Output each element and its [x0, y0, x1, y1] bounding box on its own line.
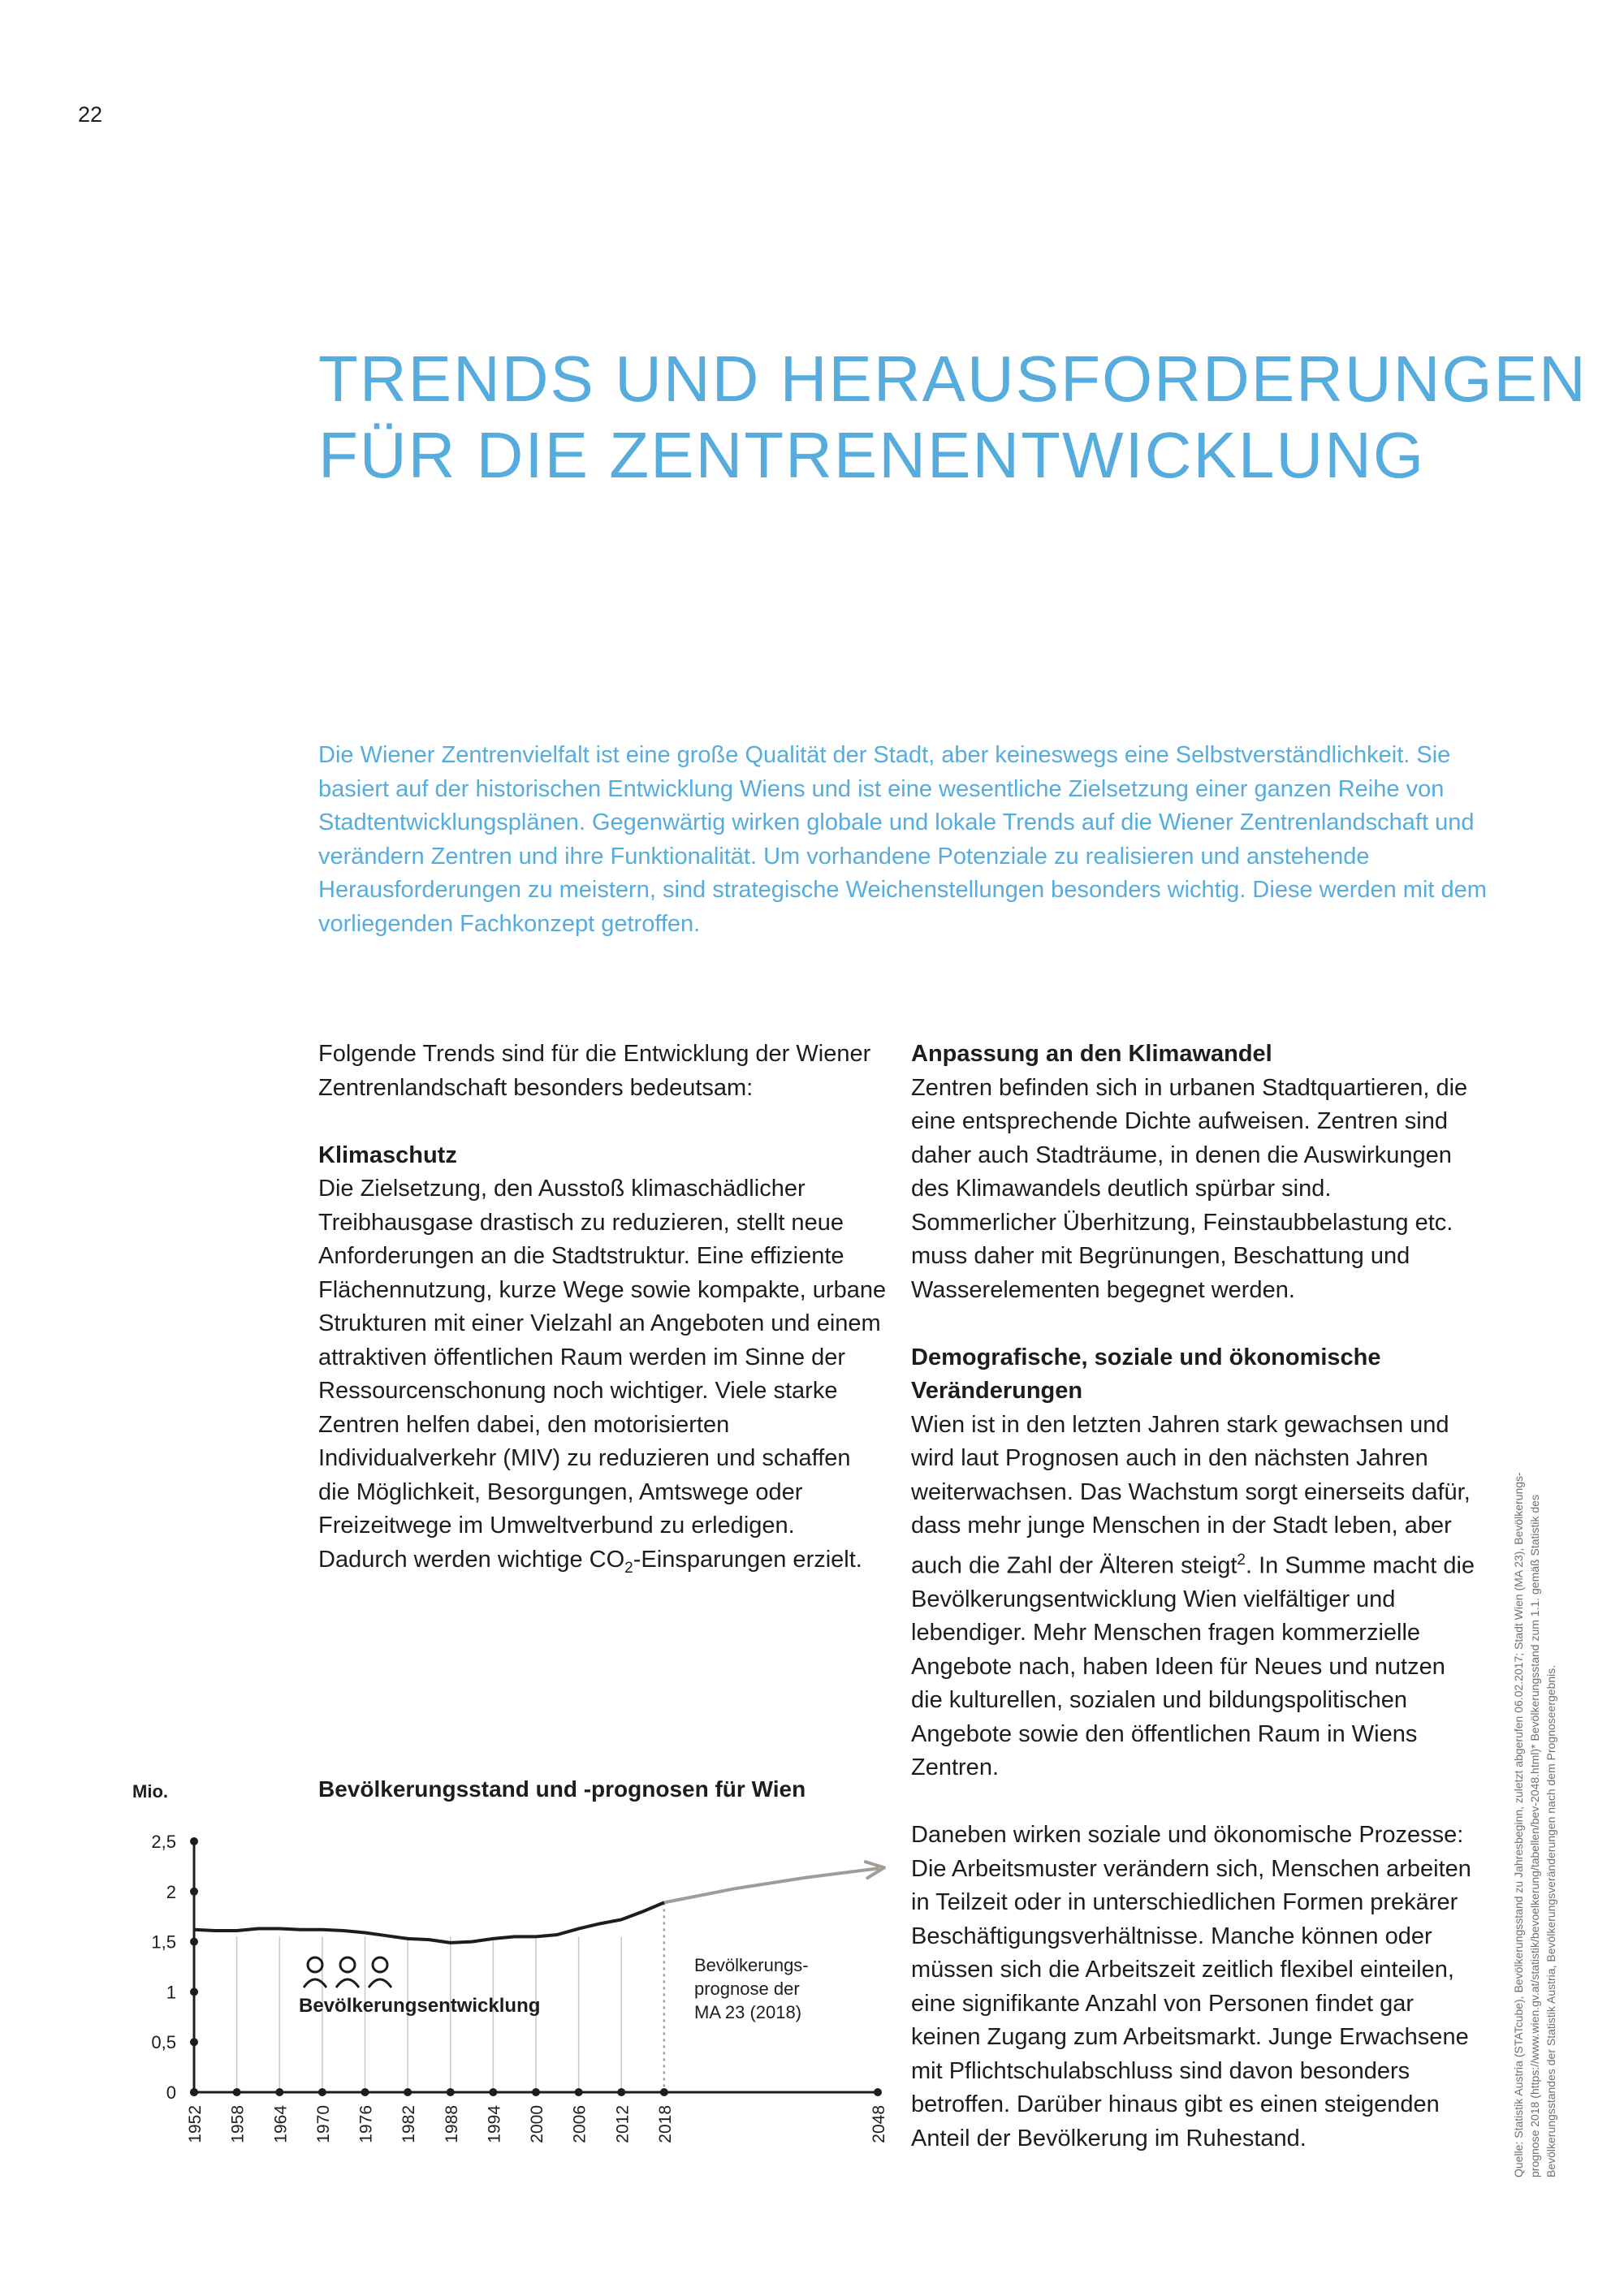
prozesse-text: Daneben wirken soziale und ökonomische Prozesse: Die Arbeitsmuster verändern sich, Menschen arbeiten in Teilzeit oder in unterschiedlichen Formen prekärer Beschäftigungsverhältnisse. Manche können oder müssen sich die Arbeitszeit zeitlich flexibel einteilen, eine signifikante Anzahl von Personen findet gar keinen Zugang zum Arbeitsmarkt. Junge Erwachsene mit Pflichtschulabschluss sind davon besonders betroffen. Darüber hinaus gibt es einen steigenden Anteil der Bevölkerung im Ruhestand.	[911, 1822, 1471, 2151]
forecast-label: MA 23 (2018)	[694, 2002, 802, 2022]
title-line-1: TRENDS UND HERAUSFORDERUNGEN	[318, 343, 1587, 415]
y-tick-label: 2,5	[151, 1832, 176, 1852]
person-head	[340, 1957, 355, 1972]
forecast-line	[664, 1868, 878, 1902]
x-tick-label: 2000	[528, 2105, 546, 2143]
y-tick-label: 1	[166, 1982, 176, 2003]
y-tick-label: 0	[166, 2082, 176, 2103]
source-note-line-1: Quelle: Statistik Austria (STATcube), Bevölkerungsstand zu Jahresbeginn, zuletzt abgerufen 06.02.2017; Stadt Wien (MA 23), Bevölkerungs-	[1512, 1472, 1525, 2177]
x-tick-label: 2006	[570, 2105, 590, 2143]
x-tick-label: 2018	[655, 2105, 675, 2143]
x-tick-dot	[361, 2088, 369, 2096]
x-tick-label: 1982	[400, 2105, 419, 2143]
x-tick-label: 1994	[485, 2105, 504, 2143]
x-tick-label: 1976	[356, 2105, 376, 2143]
x-tick-dot	[318, 2088, 326, 2096]
lead-paragraph: Folgende Trends sind für die Entwicklung der Wiener Zentrenlandschaft besonders bedeutsam:	[318, 1041, 871, 1101]
source-note-line-3: Bevölkerungsstandes der Statistik Austria, Bevölkerungsveränderungen nach dem Prognoseergebnis.	[1544, 1664, 1557, 2177]
y-tick-dot	[190, 2038, 198, 2046]
x-tick-label: 2048	[870, 2105, 888, 2143]
person-body	[336, 1979, 359, 1987]
x-tick-dot	[532, 2088, 540, 2096]
x-tick-label: 1958	[228, 2105, 248, 2143]
chart-title: Bevölkerungsstand und -prognosen für Wien	[318, 1776, 806, 1802]
x-tick-dot	[575, 2088, 583, 2096]
three-people-icon	[304, 1957, 391, 1987]
heading-demografie: Demografische, soziale und ökonomische Veränderungen	[911, 1344, 1381, 1404]
left-column	[318, 1038, 887, 1585]
x-tick-dot	[275, 2088, 283, 2096]
person-head	[373, 1957, 387, 1972]
x-tick-dot	[660, 2088, 668, 2096]
history-label: Bevölkerungsentwicklung	[299, 1995, 541, 2017]
y-tick-dot	[190, 1987, 198, 1996]
x-tick-dot	[190, 2088, 198, 2096]
x-tick-label: 1952	[186, 2105, 205, 2143]
population-chart	[114, 1819, 909, 2192]
klimaschutz-text-end: -Einsparungen erzielt.	[633, 1546, 862, 1573]
person-body	[304, 1979, 326, 1987]
forecast-label: Bevölkerungs-	[694, 1955, 809, 1975]
person-head	[308, 1957, 322, 1972]
right-column	[911, 1038, 1479, 2156]
x-tick-dot	[447, 2088, 455, 2096]
page-number: 22	[78, 102, 103, 127]
footnote-marker: 2	[1237, 1551, 1246, 1569]
klimaschutz-text	[318, 1172, 887, 1585]
y-tick-label: 0,5	[151, 2032, 176, 2053]
x-tick-dot	[617, 2088, 625, 2096]
x-tick-label: 2012	[613, 2105, 633, 2143]
intro-paragraph: Die Wiener Zentrenvielfalt ist eine große Qualität der Stadt, aber keineswegs eine Selbstverständlichkeit. Sie basiert auf der historischen Entwicklung Wiens und ist eine wesentliche Zielsetzung einer ganzen Reihe von Stadtentwicklungsplänen. Gegenwärtig wirken globale und lokale Trends auf die Wiener Zentrenlandschaft und verändern Zentren und ihre Funktionalität. Um vorhandene Potenziale zu realisieren und anstehende Herausforderungen zu meistern, sind strategische Weichenstellungen besonders wichtig. Diese werden mit dem vorliegenden Fachkonzept getroffen.	[318, 742, 1487, 937]
x-tick-dot	[489, 2088, 497, 2096]
demografie-text	[911, 1409, 1479, 1785]
y-tick-dot	[190, 1888, 198, 1896]
x-tick-dot	[404, 2088, 412, 2096]
co2-subscript: 2	[624, 1559, 633, 1577]
source-note-line-2: prognose 2018 (https://www.wien.gv.at/statistik/bevoelkerung/tabellen/bev-2048.html)* Bevölkerungsstand zum 1.1. gemäß Statistik des	[1528, 1495, 1541, 2177]
y-tick-dot	[190, 1938, 198, 1946]
person-body	[369, 1979, 391, 1987]
chart-y-unit: Mio.	[132, 1781, 168, 1802]
x-tick-label: 1970	[313, 2105, 333, 2143]
population-line	[194, 1902, 664, 1942]
forecast-label: prognose der	[694, 1979, 800, 1999]
demografie-text-end: . In Summe macht die Bevölkerungsentwicklung Wien vielfältiger und lebendiger. Mehr Menschen fragen kommerzielle Angebote nach, haben Ideen für Neues und nutzen die kulturellen, sozialen und bildungspolitischen Angebote sowie den öffentlichen Raum in Wiens Zentren.	[911, 1552, 1475, 1781]
x-tick-label: 1988	[442, 2105, 461, 2143]
x-tick-label: 1964	[271, 2105, 291, 2143]
heading-klimawandel: Anpassung an den Klimawandel	[911, 1041, 1272, 1067]
y-tick-label: 2	[166, 1881, 176, 1902]
x-tick-dot	[233, 2088, 241, 2096]
x-tick-dot	[874, 2088, 882, 2096]
demografie-text-main: Wien ist in den letzten Jahren stark gewachsen und wird laut Prognosen auch in den nächsten Jahren weiterwachsen. Das Wachstum sorgt einerseits dafür, dass mehr junge Menschen in der Stadt leben, aber auch die Zahl der Älteren steigt	[911, 1411, 1471, 1579]
source-note	[1510, 1349, 1559, 2177]
klimaschutz-text-main: Die Zielsetzung, den Ausstoß klimaschädlicher Treibhausgase drastisch zu reduzieren, stellt neue Anforderungen an die Stadtstruktur. Eine effiziente Flächennutzung, kurze Wege sowie kompakte, urbane Strukturen mit einer Vielzahl an Angeboten und einem attraktiven öffentlichen Raum werden im Sinne der Ressourcenschonung noch wichtiger. Viele starke Zentren helfen dabei, den motorisierten Individualverkehr (MIV) zu reduzieren und schaffen die Möglichkeit, Besorgungen, Amtswege oder Freizeitwege im Umweltverbund zu erledigen. Dadurch werden wichtige CO	[318, 1176, 887, 1573]
y-tick-label: 1,5	[151, 1931, 176, 1953]
heading-klimaschutz: Klimaschutz	[318, 1142, 457, 1168]
y-tick-dot	[190, 1837, 198, 1845]
page-title	[318, 341, 1587, 494]
title-line-2: FÜR DIE ZENTRENENTWICKLUNG	[318, 419, 1426, 491]
klimawandel-text: Zentren befinden sich in urbanen Stadtquartieren, die eine entsprechende Dichte aufweisen. Zentren sind daher auch Stadträume, in denen die Auswirkungen des Klimawandels deutlich spürbar sind. Sommerlicher Überhitzung, Feinstaubbelastung etc. muss daher mit Begrünungen, Beschattung und Wasserelementen begegnet werden.	[911, 1074, 1468, 1303]
